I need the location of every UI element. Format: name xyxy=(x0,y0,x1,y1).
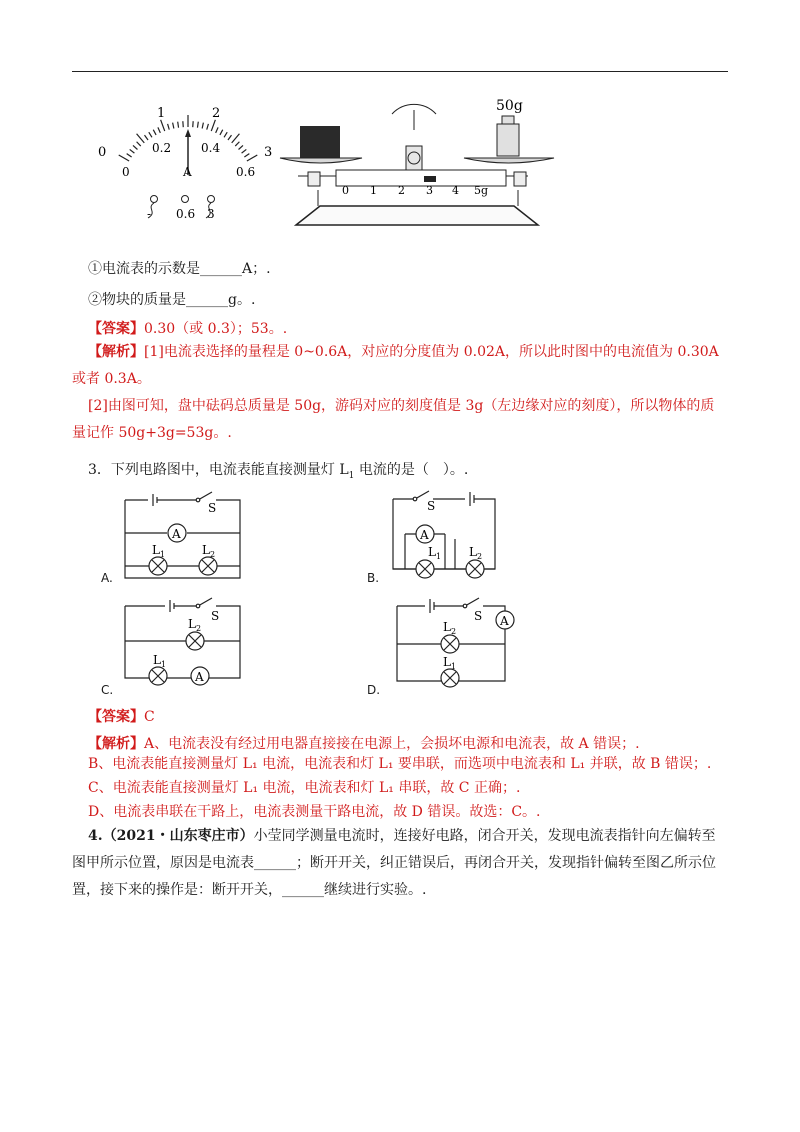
circuit-b xyxy=(385,484,525,584)
analysis-3-line-c: C、电流表能直接测量灯 L₁ 电流，电流表和灯 L₁ 串联，故 C 正确；. xyxy=(88,780,521,796)
analysis-3-line-b: B、电流表能直接测量灯 L₁ 电流，电流表和灯 L₁ 要串联，而选项中电流表和 L₁ 并联，故 B 错误；. xyxy=(88,756,712,772)
weight-label: 50g xyxy=(496,98,523,114)
circuit-d xyxy=(385,594,525,694)
circuit-d-lamp2-label: $L_2$ xyxy=(443,620,457,636)
ammeter-tick xyxy=(202,123,203,129)
question-4-line1: 小莹同学测量电流时，连接好电路，闭合开关，发现电流表指针向左偏转至 xyxy=(253,828,716,844)
circuit-b-ammeter-label: A xyxy=(420,528,429,542)
circuit-a-lamp2-label: $L_2$ xyxy=(202,543,216,559)
question-4-num: 4.（2021・山东枣庄市） xyxy=(88,828,254,844)
answer-3-text: C xyxy=(144,709,155,725)
analysis-1 xyxy=(72,339,732,447)
ammeter-scale-top-2: 2 xyxy=(212,106,221,121)
ammeter-terminal-neg: - xyxy=(147,207,152,221)
ammeter-tick xyxy=(158,127,160,132)
question-item-2: ②物块的质量是______g。. xyxy=(88,292,256,308)
analysis-1-line1: [1]电流表选择的量程是 0~0.6A，对应的分度值为 0.02A，所以此时图中的电流值为 0.30A xyxy=(144,344,719,360)
ammeter-tick xyxy=(137,142,141,146)
circuit-a-ammeter-label: A xyxy=(172,527,181,541)
circuit-d-ammeter-label: A xyxy=(500,614,509,628)
question-4 xyxy=(72,823,732,904)
circuit-c xyxy=(100,596,260,696)
question-3-text: 3．下列电路图中，电流表能直接测量灯 L xyxy=(88,462,349,478)
ammeter-tick xyxy=(137,134,145,143)
ammeter-tick xyxy=(145,135,149,140)
ammeter-unit: A xyxy=(183,165,192,179)
analysis-1-tag: 【解析】 xyxy=(88,344,144,360)
option-a: A. xyxy=(101,571,113,585)
ammeter-tick xyxy=(127,154,132,157)
ammeter-scale-top-1: 1 xyxy=(157,106,166,121)
ammeter-scale-bottom-3: 0.6 xyxy=(236,165,256,179)
circuit-c-switch-label: S xyxy=(211,609,220,623)
ammeter-tick xyxy=(197,122,198,128)
analysis-1-line4: 量记作 50g+3g=53g。. xyxy=(72,425,232,441)
ammeter-scale-top-0: 0 xyxy=(98,145,107,160)
circuit-b-lamp2-label: $L_2$ xyxy=(469,545,483,561)
option-d: D. xyxy=(367,683,381,697)
ammeter-tick xyxy=(220,130,223,135)
ammeter-figure xyxy=(96,100,276,225)
option-c: C. xyxy=(101,683,114,697)
balance-figure xyxy=(278,90,558,235)
ruler-tick-4: 4 xyxy=(452,184,459,197)
circuit-c-lamp2-label: $L_2$ xyxy=(188,617,202,633)
ruler-tick-5: 5g xyxy=(474,184,489,197)
ammeter-tick xyxy=(168,124,170,130)
ammeter-tick xyxy=(207,124,209,130)
question-4-line3: 置，接下来的操作是：断开开关，______继续进行实验。. xyxy=(72,882,427,898)
ammeter-tick xyxy=(211,120,215,131)
circuit-d-switch-label: S xyxy=(474,609,483,623)
ammeter-tick xyxy=(224,132,227,137)
answer-1-tag: 【答案】 xyxy=(88,321,144,337)
analysis-1-line2: 或者 0.3A。 xyxy=(72,371,151,387)
ammeter-tick xyxy=(161,120,165,131)
analysis-1-line3: [2]由图可知，盘中砝码总质量是 50g，游码对应的刻度值是 3g（左边缘对应的刻度），所以物体的质 xyxy=(88,398,715,414)
ammeter-tick xyxy=(228,135,232,140)
circuit-c-ammeter-label: A xyxy=(195,670,204,684)
question-item-1: ①电流表的示数是______A；. xyxy=(88,261,271,277)
analysis-3-line-d: D、电流表串联在干路上，电流表测量干路电流，故 D 错误。故选：C。. xyxy=(88,804,541,820)
ammeter-tick xyxy=(239,145,243,149)
question-3-sub: 1 xyxy=(348,470,355,481)
ammeter-tick xyxy=(216,127,218,132)
question-4-line2: 图甲所示位置，原因是电流表______；断开开关，纠正错误后，再闭合开关，发现指针偏转至图乙所示位 xyxy=(72,855,716,871)
ammeter-tick xyxy=(242,149,247,153)
circuit-b-switch-label: S xyxy=(427,499,436,513)
answer-1 xyxy=(88,318,287,338)
ammeter-scale-top-3: 3 xyxy=(264,145,273,160)
ammeter-tick xyxy=(119,155,129,161)
ammeter-tick xyxy=(235,142,239,146)
option-b: B. xyxy=(367,571,380,585)
ammeter-scale-bottom-0: 0 xyxy=(122,165,130,179)
ammeter-scale-bottom-2: 0.4 xyxy=(201,141,221,155)
ruler-tick-2: 2 xyxy=(398,184,405,197)
answer-3 xyxy=(88,706,155,726)
circuit-b-lamp1-label: $L_1$ xyxy=(428,545,442,561)
circuit-a-switch-label: S xyxy=(208,501,217,515)
ammeter-tick xyxy=(247,155,257,161)
circuit-c-lamp1-label: $L_1$ xyxy=(153,653,167,669)
ruler-tick-0: 0 xyxy=(342,184,349,197)
header-rule xyxy=(72,71,728,72)
ammeter-tick xyxy=(178,122,179,128)
ammeter-tick xyxy=(232,134,240,143)
ammeter-scale-bottom-1: 0.2 xyxy=(152,141,172,155)
analysis-3-line-a: A、电流表没有经过用电器直接接在电源上，会损坏电源和电流表，故 A 错误；. xyxy=(144,736,640,752)
ammeter-terminal-3: 3 xyxy=(207,207,215,221)
analysis-3-a xyxy=(88,733,640,753)
circuit-a-lamp1-label: $L_1$ xyxy=(152,543,166,559)
ammeter-tick xyxy=(153,130,156,135)
answer-1-text: 0.30（或 0.3）；53。. xyxy=(144,321,288,337)
answer-3-tag: 【答案】 xyxy=(88,709,144,725)
analysis-3-tag: 【解析】 xyxy=(88,736,144,752)
ammeter-tick xyxy=(133,145,137,149)
question-3-text-post: 电流的是（ ）。. xyxy=(354,462,469,478)
ammeter-tick xyxy=(244,154,249,157)
ruler-tick-3: 3 xyxy=(426,184,433,197)
circuit-d-lamp1-label: $L_1$ xyxy=(443,655,457,671)
ammeter-tick xyxy=(173,123,174,129)
ammeter-tick xyxy=(149,132,152,137)
ammeter-tick xyxy=(130,149,135,153)
question-3 xyxy=(88,459,468,481)
ruler-tick-1: 1 xyxy=(370,184,377,197)
circuit-a xyxy=(100,488,260,588)
ammeter-terminal-06: 0.6 xyxy=(176,207,196,221)
